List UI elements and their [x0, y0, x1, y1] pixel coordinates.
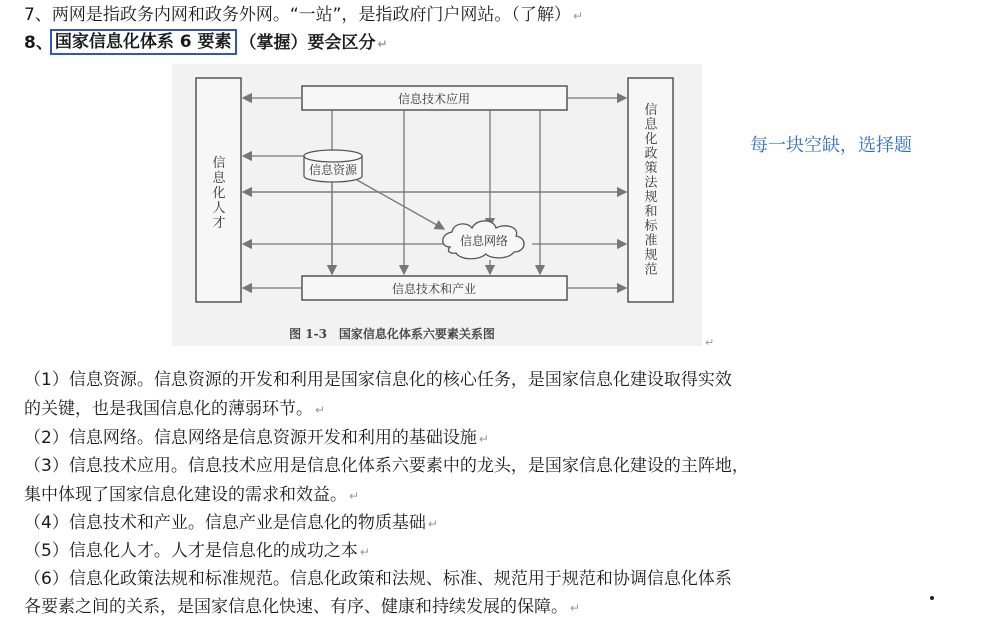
line-8-rest: （掌握）要会区分: [239, 33, 376, 53]
paragraph-text: （4）信息技术和产业。信息产业是信息化的物质基础: [24, 513, 426, 533]
paragraph-line: [24, 365, 732, 390]
paragraph-text: （1）信息资源。信息资源的开发和利用是国家信息化的核心任务，是国家信息化建设取得实效: [24, 370, 732, 390]
cursor-dot: [930, 596, 934, 600]
paragraph-line: [24, 508, 438, 533]
line-8: [24, 28, 388, 53]
paragraph-line: [24, 564, 732, 589]
bottom-box-label: 信息技术和产业: [391, 282, 477, 296]
cylinder-label: 信息资源: [308, 163, 358, 177]
top-box-label: 信息技术应用: [397, 92, 471, 106]
highlight-box: 国家信息化体系 6 要素: [50, 29, 237, 55]
side-note: 每一块空缺，选择题: [750, 135, 912, 156]
return-mark-icon: ↵: [572, 9, 583, 23]
paragraph-text: 集中体现了国家信息化建设的需求和效益。: [24, 485, 347, 505]
line-8-number: 8、: [24, 33, 53, 53]
paragraph-text: 的关键，也是我国信息化的薄弱环节。: [24, 399, 313, 419]
return-mark-icon: ↵: [359, 545, 370, 559]
left-box-label-vertical: 信息化人才: [212, 156, 226, 231]
paragraph-line: [24, 480, 359, 505]
paragraph-line: [24, 451, 749, 476]
paragraph-text: （3）信息技术应用。信息技术应用是信息化体系六要素中的龙头，是国家信息化建设的主阵地，: [24, 456, 749, 476]
return-mark-icon: ↵: [349, 489, 360, 503]
paragraph-text: （5）信息化人才。人才是信息化的成功之本: [24, 541, 358, 561]
paragraph-text: （2）信息网络。信息网络是信息资源开发和利用的基础设施: [24, 428, 477, 448]
return-mark-icon: ↵: [377, 37, 388, 51]
paragraph-line: [24, 536, 370, 561]
return-mark-icon: ↵: [570, 601, 581, 615]
paragraph-line: [24, 423, 489, 448]
paragraph-text: （6）信息化政策法规和标准规范。信息化政策和法规、标准、规范用于规范和协调信息化体系: [24, 569, 732, 589]
return-mark-icon: ↵: [705, 336, 715, 349]
cloud-label: 信息网络: [459, 234, 509, 248]
return-mark-icon: ↵: [427, 517, 438, 531]
right-box-label: 信息化政策法规和标准规范: [644, 103, 658, 278]
paragraph-line: [24, 394, 325, 419]
figure-caption: 图 1-3 国家信息化体系六要素关系图: [289, 327, 495, 341]
line-7: [24, 0, 583, 25]
six-elements-diagram: [172, 64, 715, 349]
paragraph-text: 各要素之间的关系，是国家信息化快速、有序、健康和持续发展的保障。: [24, 597, 568, 617]
paragraph-line: [24, 592, 580, 617]
return-mark-icon: ↵: [478, 432, 489, 446]
return-mark-icon: ↵: [315, 403, 326, 417]
line-7-text: 7、两网是指政务内网和政务外网。“一站”，是指政府门户网站。（了解）: [24, 5, 571, 25]
